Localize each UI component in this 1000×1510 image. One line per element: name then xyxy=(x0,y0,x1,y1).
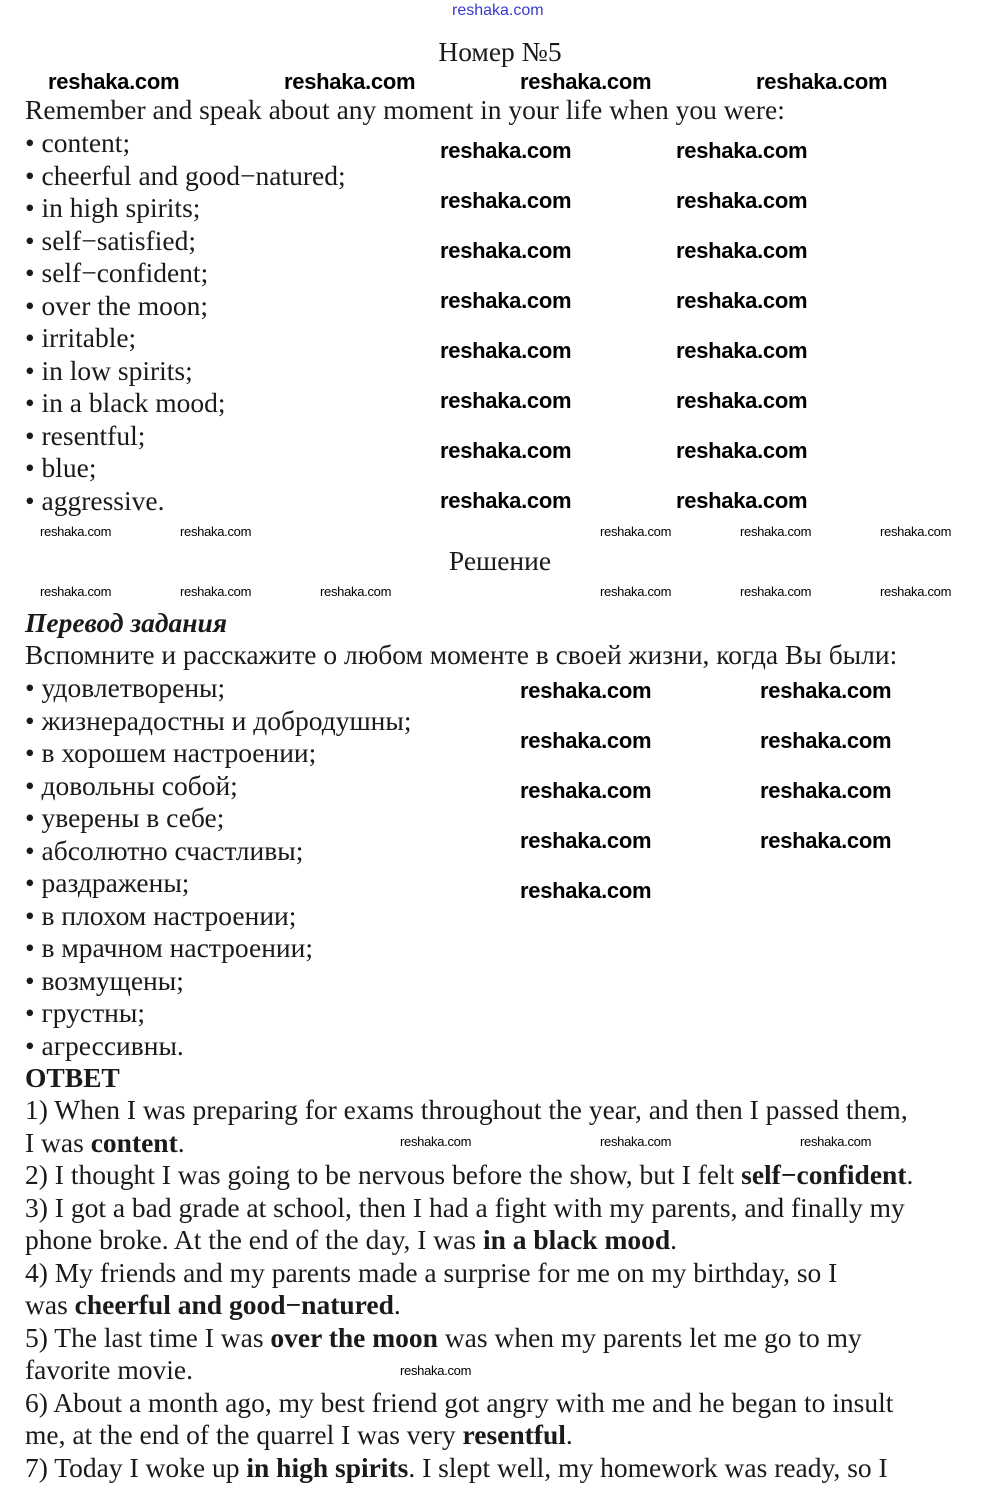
answer-text: . xyxy=(906,1159,914,1190)
watermark: reshaka.com xyxy=(760,778,892,803)
watermark: reshaka.com xyxy=(440,388,572,413)
solution-heading: Решение xyxy=(448,545,552,576)
answer-line xyxy=(25,1224,677,1256)
answer-text: . I slept well, my homework was ready, so I xyxy=(408,1451,888,1483)
answer-text: 2) I thought I was going to be nervous before the show, but I felt xyxy=(25,1159,742,1190)
answer-text: 3) I got a bad grade at school, then I had a fight with my parents, and finally my xyxy=(25,1191,905,1223)
watermark: reshaka.com xyxy=(520,678,652,703)
answer-line xyxy=(25,1289,401,1321)
translation-list-item: • грустны; xyxy=(25,997,145,1028)
answer-text: . xyxy=(670,1224,678,1255)
translation-list-item: • довольны собой; xyxy=(25,769,238,801)
watermark: reshaka.com xyxy=(180,524,252,539)
watermark: reshaka.com xyxy=(320,584,392,599)
answer-text: 7) Today I woke up xyxy=(25,1451,247,1483)
answer-keyword: content xyxy=(90,1126,178,1158)
watermark: reshaka.com xyxy=(440,138,572,163)
translation-list-item: • уверены в себе; xyxy=(25,802,225,833)
answer-text: phone broke. At the end of the day, I was xyxy=(25,1224,483,1255)
answer-text: me, at the end of the quarrel I was very xyxy=(25,1419,463,1450)
watermark: reshaka.com xyxy=(676,338,808,363)
task-list-item: • in high spirits; xyxy=(25,192,201,223)
answer-text: . xyxy=(565,1419,573,1450)
answer-line xyxy=(25,1322,862,1354)
task-list-item: • irritable; xyxy=(25,322,137,353)
task-list-item: • in low spirits; xyxy=(25,354,193,386)
watermark: reshaka.com xyxy=(760,728,892,753)
translation-list-item: • жизнерадостны и добродушны; xyxy=(25,704,412,736)
answer-line xyxy=(25,1387,893,1419)
watermark: reshaka.com xyxy=(48,69,180,94)
answer-heading: ОТВЕТ xyxy=(25,1062,120,1093)
answer-line xyxy=(25,1354,193,1386)
site-link[interactable]: reshaka.com xyxy=(452,2,544,19)
watermark: reshaka.com xyxy=(284,69,416,94)
watermark: reshaka.com xyxy=(400,1363,472,1378)
watermark: reshaka.com xyxy=(676,238,808,263)
watermark: reshaka.com xyxy=(40,524,112,539)
watermark: reshaka.com xyxy=(520,728,652,753)
answer-text: I was xyxy=(25,1126,91,1158)
watermark: reshaka.com xyxy=(800,1134,872,1149)
watermark: reshaka.com xyxy=(440,488,572,513)
watermark: reshaka.com xyxy=(676,488,808,513)
watermark: reshaka.com xyxy=(440,188,572,213)
answer-keyword: in high spirits xyxy=(246,1451,409,1483)
watermark: reshaka.com xyxy=(440,338,572,363)
page-title: Номер №5 xyxy=(438,36,562,67)
task-list-item: • cheerful and good−natured; xyxy=(25,159,346,191)
watermark: reshaka.com xyxy=(676,138,808,163)
watermark: reshaka.com xyxy=(600,524,672,539)
translation-list-item: • возмущены; xyxy=(25,964,184,996)
answer-text: . xyxy=(393,1289,401,1320)
answer-keyword: in a black mood xyxy=(482,1224,671,1255)
watermark: reshaka.com xyxy=(880,524,952,539)
answer-keyword: resentful xyxy=(462,1419,566,1450)
translation-list-item: • агрессивны. xyxy=(25,1029,184,1061)
answer-keyword: over the moon xyxy=(270,1321,438,1353)
answer-line xyxy=(25,1127,185,1159)
answer-line xyxy=(25,1419,573,1451)
translation-list-item: • в хорошем настроении; xyxy=(25,737,317,768)
watermark: reshaka.com xyxy=(520,878,652,903)
translation-list-item: • удовлетворены; xyxy=(25,672,226,703)
watermark: reshaka.com xyxy=(520,778,652,803)
answer-keyword: self−confident xyxy=(741,1159,907,1190)
task-intro: Remember and speak about any moment in your life when you were: xyxy=(25,94,785,125)
watermark: reshaka.com xyxy=(676,188,808,213)
watermark: reshaka.com xyxy=(520,69,652,94)
watermark: reshaka.com xyxy=(440,438,572,463)
watermark: reshaka.com xyxy=(676,438,808,463)
answer-line xyxy=(25,1257,837,1289)
translation-intro: Вспомните и расскажите о любом моменте в своей жизни, когда Вы были: xyxy=(25,639,898,670)
task-list-item: • blue; xyxy=(25,452,97,483)
watermark: reshaka.com xyxy=(400,1134,472,1149)
translation-heading: Перевод задания xyxy=(25,607,227,638)
answer-line xyxy=(25,1159,913,1191)
watermark: reshaka.com xyxy=(880,584,952,599)
watermark: reshaka.com xyxy=(760,828,892,853)
answer-line xyxy=(25,1094,908,1126)
translation-list-item: • раздражены; xyxy=(25,867,190,898)
answer-line xyxy=(25,1192,905,1224)
task-list-item: • aggressive. xyxy=(25,484,165,516)
task-list-item: • resentful; xyxy=(25,419,146,451)
answer-text: 4) My friends and my parents made a surprise for me on my birthday, so I xyxy=(25,1256,838,1288)
answer-text: favorite movie. xyxy=(25,1354,193,1385)
translation-list-item: • в мрачном настроении; xyxy=(25,932,313,963)
task-list-item: • self−satisfied; xyxy=(25,224,197,256)
watermark: reshaka.com xyxy=(600,1134,672,1149)
translation-list-item: • в плохом настроении; xyxy=(25,899,297,931)
answer-line xyxy=(25,1452,888,1484)
watermark: reshaka.com xyxy=(440,238,572,263)
answer-text: . xyxy=(177,1126,185,1158)
watermark: reshaka.com xyxy=(440,288,572,313)
watermark: reshaka.com xyxy=(740,584,812,599)
watermark: reshaka.com xyxy=(760,678,892,703)
watermark: reshaka.com xyxy=(756,69,888,94)
answer-text: 6) About a month ago, my best friend got angry with me and he began to insult xyxy=(25,1386,894,1418)
translation-list-item: • абсолютно счастливы; xyxy=(25,834,304,866)
task-list-item: • in a black mood; xyxy=(25,387,226,418)
answer-keyword: cheerful and good−natured xyxy=(74,1289,394,1320)
watermark: reshaka.com xyxy=(180,584,252,599)
task-list-item: • over the moon; xyxy=(25,289,208,321)
watermark: reshaka.com xyxy=(676,288,808,313)
watermark: reshaka.com xyxy=(40,584,112,599)
task-list-item: • content; xyxy=(25,127,131,158)
answer-text: 5) The last time I was xyxy=(25,1321,271,1353)
task-list-item: • self−confident; xyxy=(25,257,209,288)
watermark: reshaka.com xyxy=(740,524,812,539)
watermark: reshaka.com xyxy=(600,584,672,599)
answer-text: 1) When I was preparing for exams throughout the year, and then I passed them, xyxy=(25,1094,908,1125)
answer-text: was when my parents let me go to my xyxy=(437,1321,862,1353)
answer-text: was xyxy=(25,1289,75,1320)
watermark: reshaka.com xyxy=(520,828,652,853)
watermark: reshaka.com xyxy=(676,388,808,413)
